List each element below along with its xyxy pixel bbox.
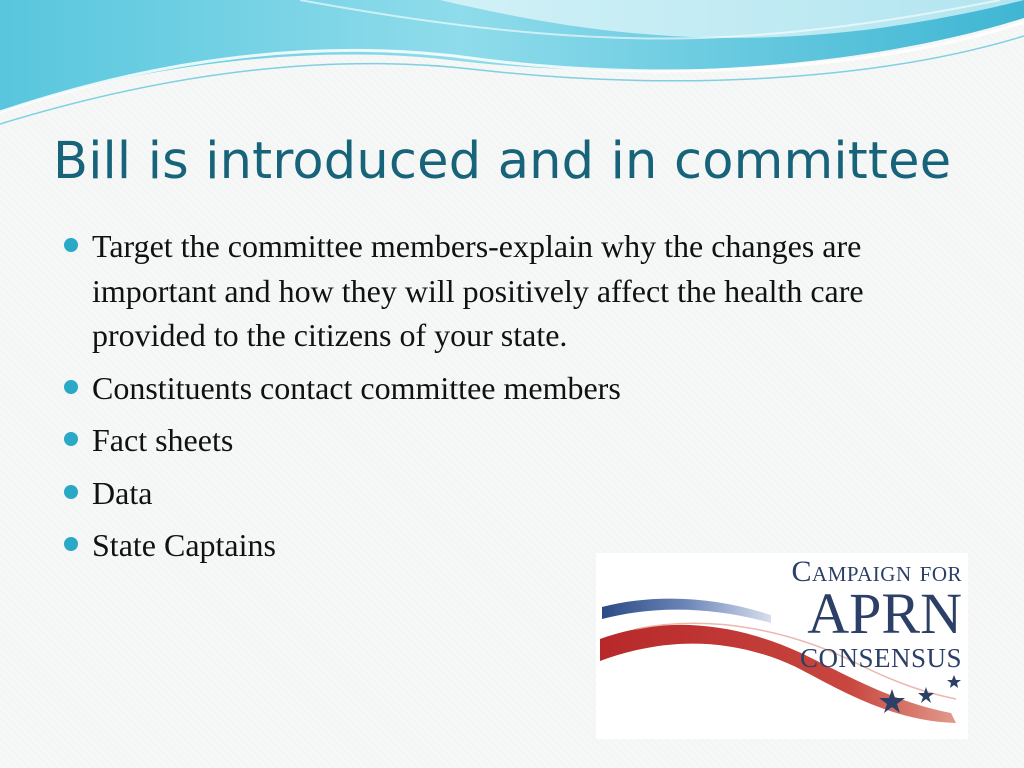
bullet-text: Data <box>92 474 153 511</box>
bullet-text: Fact sheets <box>92 422 234 458</box>
campaign-logo <box>596 553 968 739</box>
bullet-dot-icon <box>64 432 78 446</box>
bullet-text: Target the committee members-explain why the changes are important and how they will positively affect the health care provided to the citizens of your state. <box>92 228 864 353</box>
bullet-item <box>62 418 942 463</box>
bullet-text: Constituents contact committee members <box>92 369 621 406</box>
star-icon <box>947 675 961 688</box>
bullet-dot-icon <box>64 238 78 252</box>
bullet-list <box>62 224 942 576</box>
bullet-text: State Captains <box>92 527 276 563</box>
bullet-item <box>62 471 942 516</box>
logo-text-campaign: Campaign for <box>791 555 962 588</box>
bullet-item <box>62 366 942 411</box>
bullet-item <box>62 224 942 358</box>
bullet-dot-icon <box>64 485 78 499</box>
slide-title: Bill is introduced and in committee <box>53 132 952 191</box>
bullet-dot-icon <box>64 537 78 551</box>
bullet-dot-icon <box>64 380 78 394</box>
header-wave-decoration <box>0 0 1024 130</box>
logo-text-aprn: APRN <box>807 581 962 646</box>
logo-text-consensus: CONSENSUS <box>799 643 962 673</box>
